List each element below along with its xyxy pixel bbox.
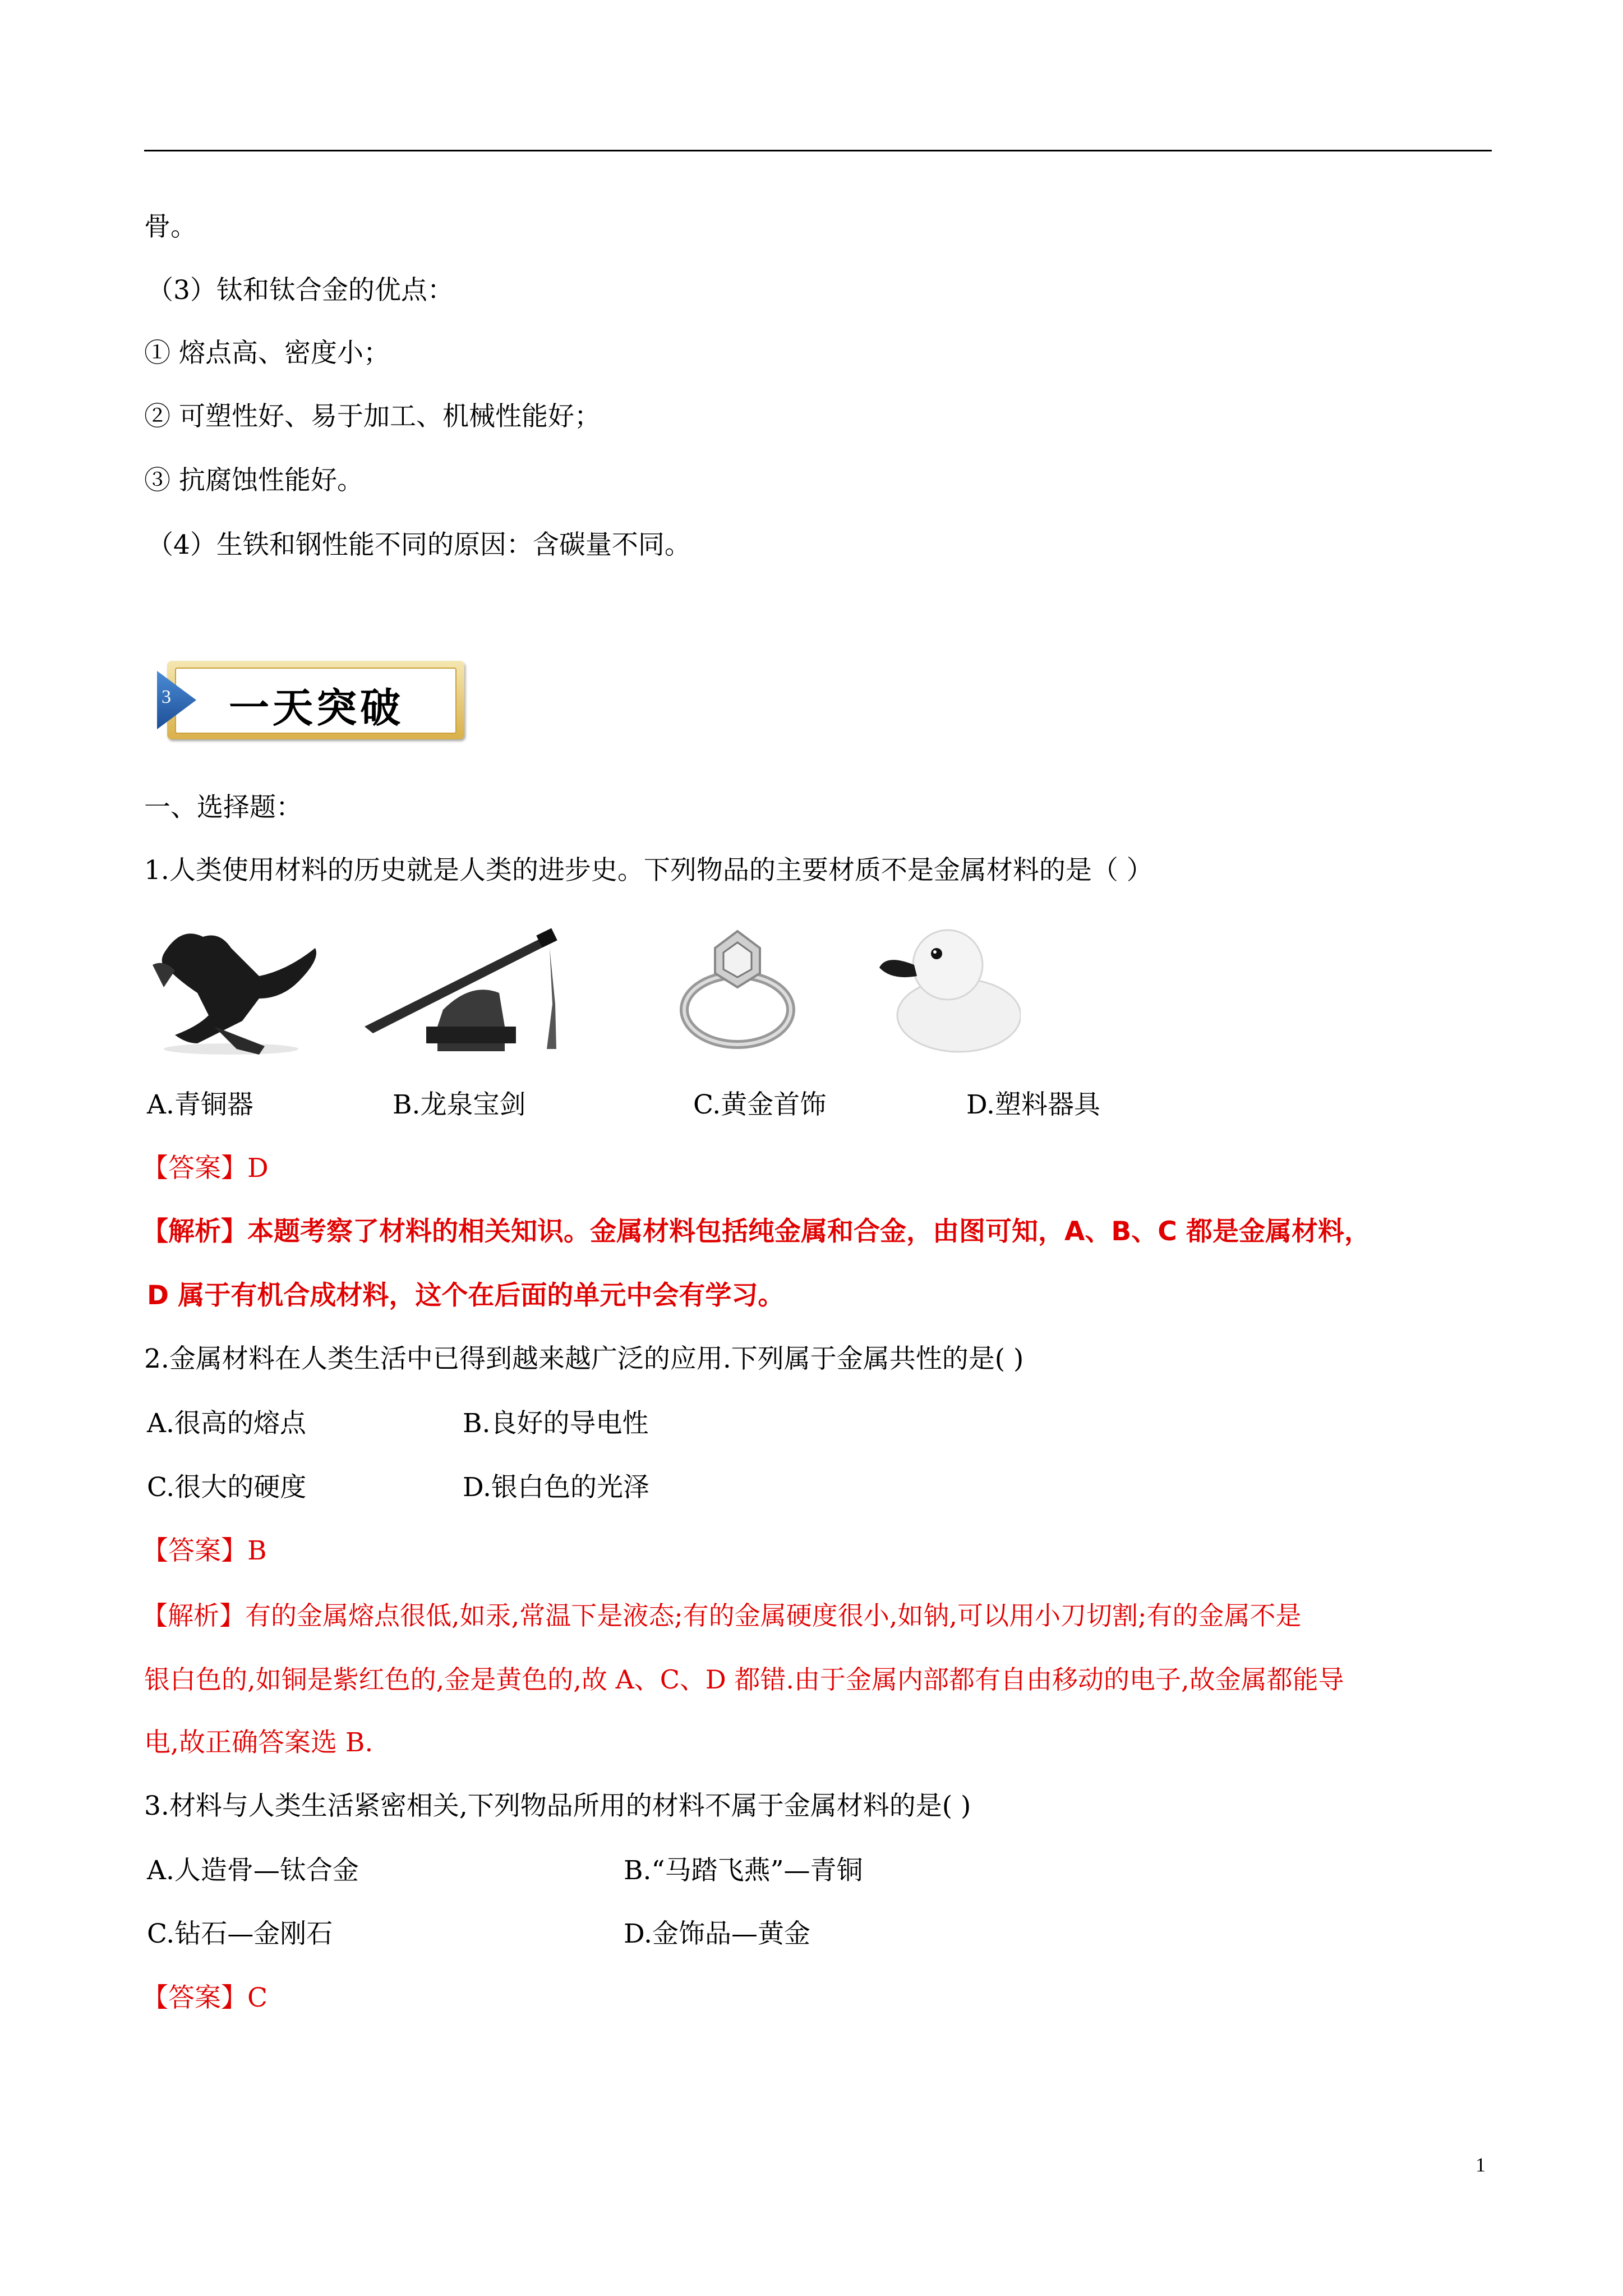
q2-option-a: A.很高的熔点 — [147, 1408, 306, 1439]
banner-title: 一天突破 — [229, 684, 404, 731]
intro-line-6: （4）生铁和钢性能不同的原因：含碳量不同。 — [147, 530, 691, 560]
gold-ring-image — [670, 914, 805, 1060]
page-number: 1 — [1476, 2154, 1486, 2176]
q3-option-a: A.人造骨—钛合金 — [147, 1855, 359, 1886]
intro-line-5: ③ 抗腐蚀性能好。 — [144, 465, 363, 496]
q2-answer — [142, 1534, 267, 1568]
q2-option-d: D.银白色的光泽 — [463, 1472, 649, 1503]
q2-analysis-line-1: 【解析】有的金属熔点很低,如汞,常温下是液态;有的金属硬度很小,如钠,可以用小刀切割;有的金属不是 — [142, 1600, 1302, 1631]
q1-analysis-line-2: D 属于有机合成材料，这个在后面的单元中会有学习。 — [147, 1280, 785, 1311]
q1-option-a: A.青铜器 — [147, 1089, 253, 1120]
bronze-horse-image — [147, 914, 332, 1060]
q3-option-b: B.“马踏飞燕”—青铜 — [624, 1855, 863, 1886]
q2-analysis-label: 【解析】 — [142, 1600, 245, 1631]
q3-answer — [142, 1981, 268, 2015]
q1-option-d: D.塑料器具 — [966, 1089, 1100, 1120]
q1-stem: 1.人类使用材料的历史就是人类的进步史。下列物品的主要材质不是金属材料的是（ ） — [144, 855, 1153, 886]
q1-answer-value: D — [247, 1153, 269, 1184]
section-banner — [157, 661, 471, 739]
banner-number: 3 — [162, 687, 171, 707]
q3-answer-value: C — [247, 1982, 268, 2013]
q2-analysis-line-3: 电,故正确答案选 B. — [144, 1727, 374, 1758]
rubber-duck-image — [875, 914, 1021, 1060]
q1-analysis-line-1: 【解析】本题考察了材料的相关知识。金属材料包括纯金属和合金，由图可知，A、B、C 都是金属材料， — [142, 1216, 1371, 1247]
q2-answer-label: 【答案】 — [142, 1535, 247, 1566]
q2-stem: 2.金属材料在人类生活中已得到越来越广泛的应用.下列属于金属共性的是( ) — [144, 1343, 1024, 1374]
q2-analysis-line-2: 银白色的,如铜是紫红色的,金是黄色的,故 A、C、D 都错.由于金属内部都有自由移动的电子,故金属都能导 — [144, 1664, 1344, 1695]
intro-line-3: ① 熔点高、密度小； — [144, 338, 390, 369]
q2-option-b: B.良好的导电性 — [463, 1408, 649, 1439]
intro-line-2: （3）钛和钛合金的优点： — [147, 275, 454, 306]
header-rule — [144, 150, 1492, 151]
q1-analysis-label: 【解析】 — [142, 1216, 247, 1247]
q2-answer-value: B — [247, 1535, 267, 1566]
intro-line-4: ② 可塑性好、易于加工、机械性能好； — [144, 401, 601, 432]
q3-option-d: D.金饰品—黄金 — [624, 1918, 810, 1949]
q1-option-c: C.黄金首饰 — [693, 1089, 827, 1120]
q3-stem: 3.材料与人类生活紧密相关,下列物品所用的材料不属于金属材料的是( ) — [144, 1791, 971, 1821]
longquan-sword-image — [359, 914, 578, 1060]
intro-line-1: 骨。 — [144, 211, 197, 242]
q1-answer-label: 【答案】 — [142, 1153, 247, 1184]
section-heading: 一、选择题： — [144, 792, 302, 823]
q3-option-c: C.钻石—金刚石 — [147, 1918, 333, 1949]
q2-option-c: C.很大的硬度 — [147, 1472, 307, 1503]
q1-option-b: B.龙泉宝剑 — [393, 1089, 526, 1120]
q1-answer — [142, 1152, 269, 1185]
q3-answer-label: 【答案】 — [142, 1982, 247, 2013]
